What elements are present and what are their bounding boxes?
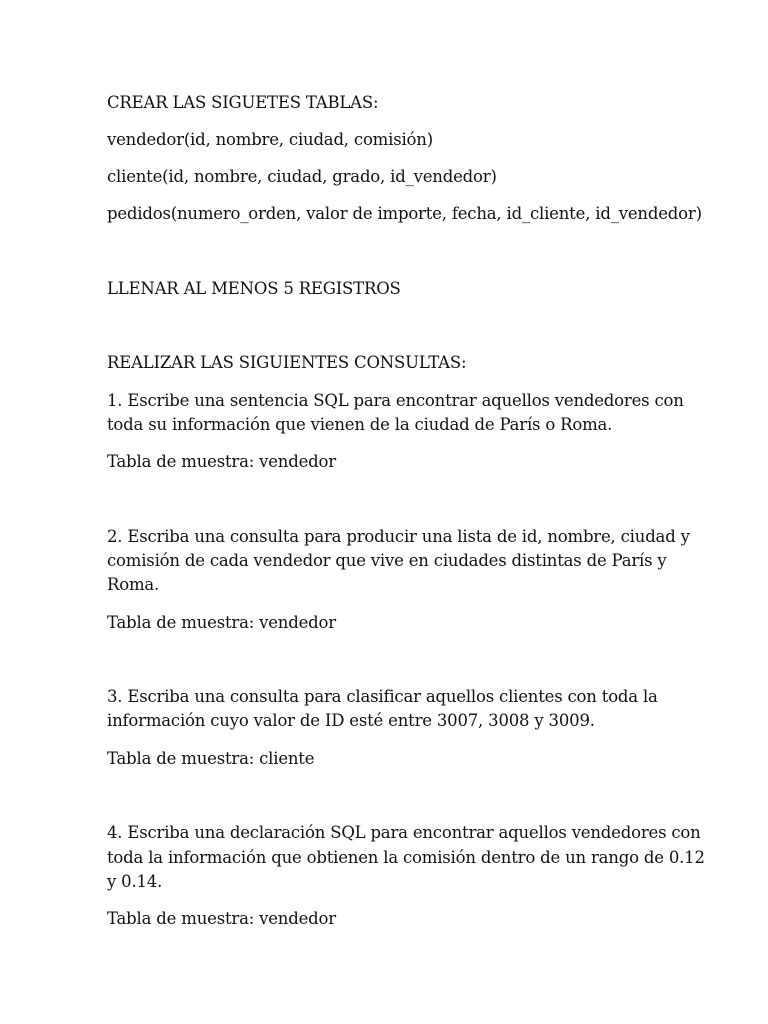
question-4-line-3: y 0.14. (107, 872, 163, 891)
question-1-line-1: 1. Escribe una sentencia SQL para encontrar aquellos vendedores con (107, 391, 684, 410)
question-1-line-2: toda su información que vienen de la ciudad de París o Roma. (107, 415, 613, 434)
question-3-sample-table: Tabla de muestra: cliente (107, 749, 315, 768)
question-2-line-3: Roma. (107, 575, 160, 594)
question-2-line-1: 2. Escriba una consulta para producir una lista de id, nombre, ciudad y (107, 527, 690, 546)
heading-create-tables: CREAR LAS SIGUETES TABLAS: (107, 93, 379, 112)
table-def-pedidos: pedidos(numero_orden, valor de importe, fecha, id_cliente, id_vendedor) (107, 204, 702, 223)
heading-fill-records: LLENAR AL MENOS 5 REGISTROS (107, 279, 401, 298)
table-def-vendedor: vendedor(id, nombre, ciudad, comisión) (107, 130, 433, 149)
question-2-line-2: comisión de cada vendedor que vive en ciudades distintas de París y (107, 551, 667, 570)
heading-queries: REALIZAR LAS SIGUIENTES CONSULTAS: (107, 353, 467, 372)
question-4-sample-table: Tabla de muestra: vendedor (107, 909, 336, 928)
question-2-sample-table: Tabla de muestra: vendedor (107, 613, 336, 632)
table-def-cliente: cliente(id, nombre, ciudad, grado, id_vendedor) (107, 167, 497, 186)
question-4-line-1: 4. Escriba una declaración SQL para encontrar aquellos vendedores con (107, 823, 701, 842)
question-4-line-2: toda la información que obtienen la comisión dentro de un rango de 0.12 (107, 848, 705, 867)
question-3-line-1: 3. Escriba una consulta para clasificar aquellos clientes con toda la (107, 687, 658, 706)
question-1-sample-table: Tabla de muestra: vendedor (107, 452, 336, 471)
question-3-line-2: información cuyo valor de ID esté entre 3007, 3008 y 3009. (107, 711, 595, 730)
